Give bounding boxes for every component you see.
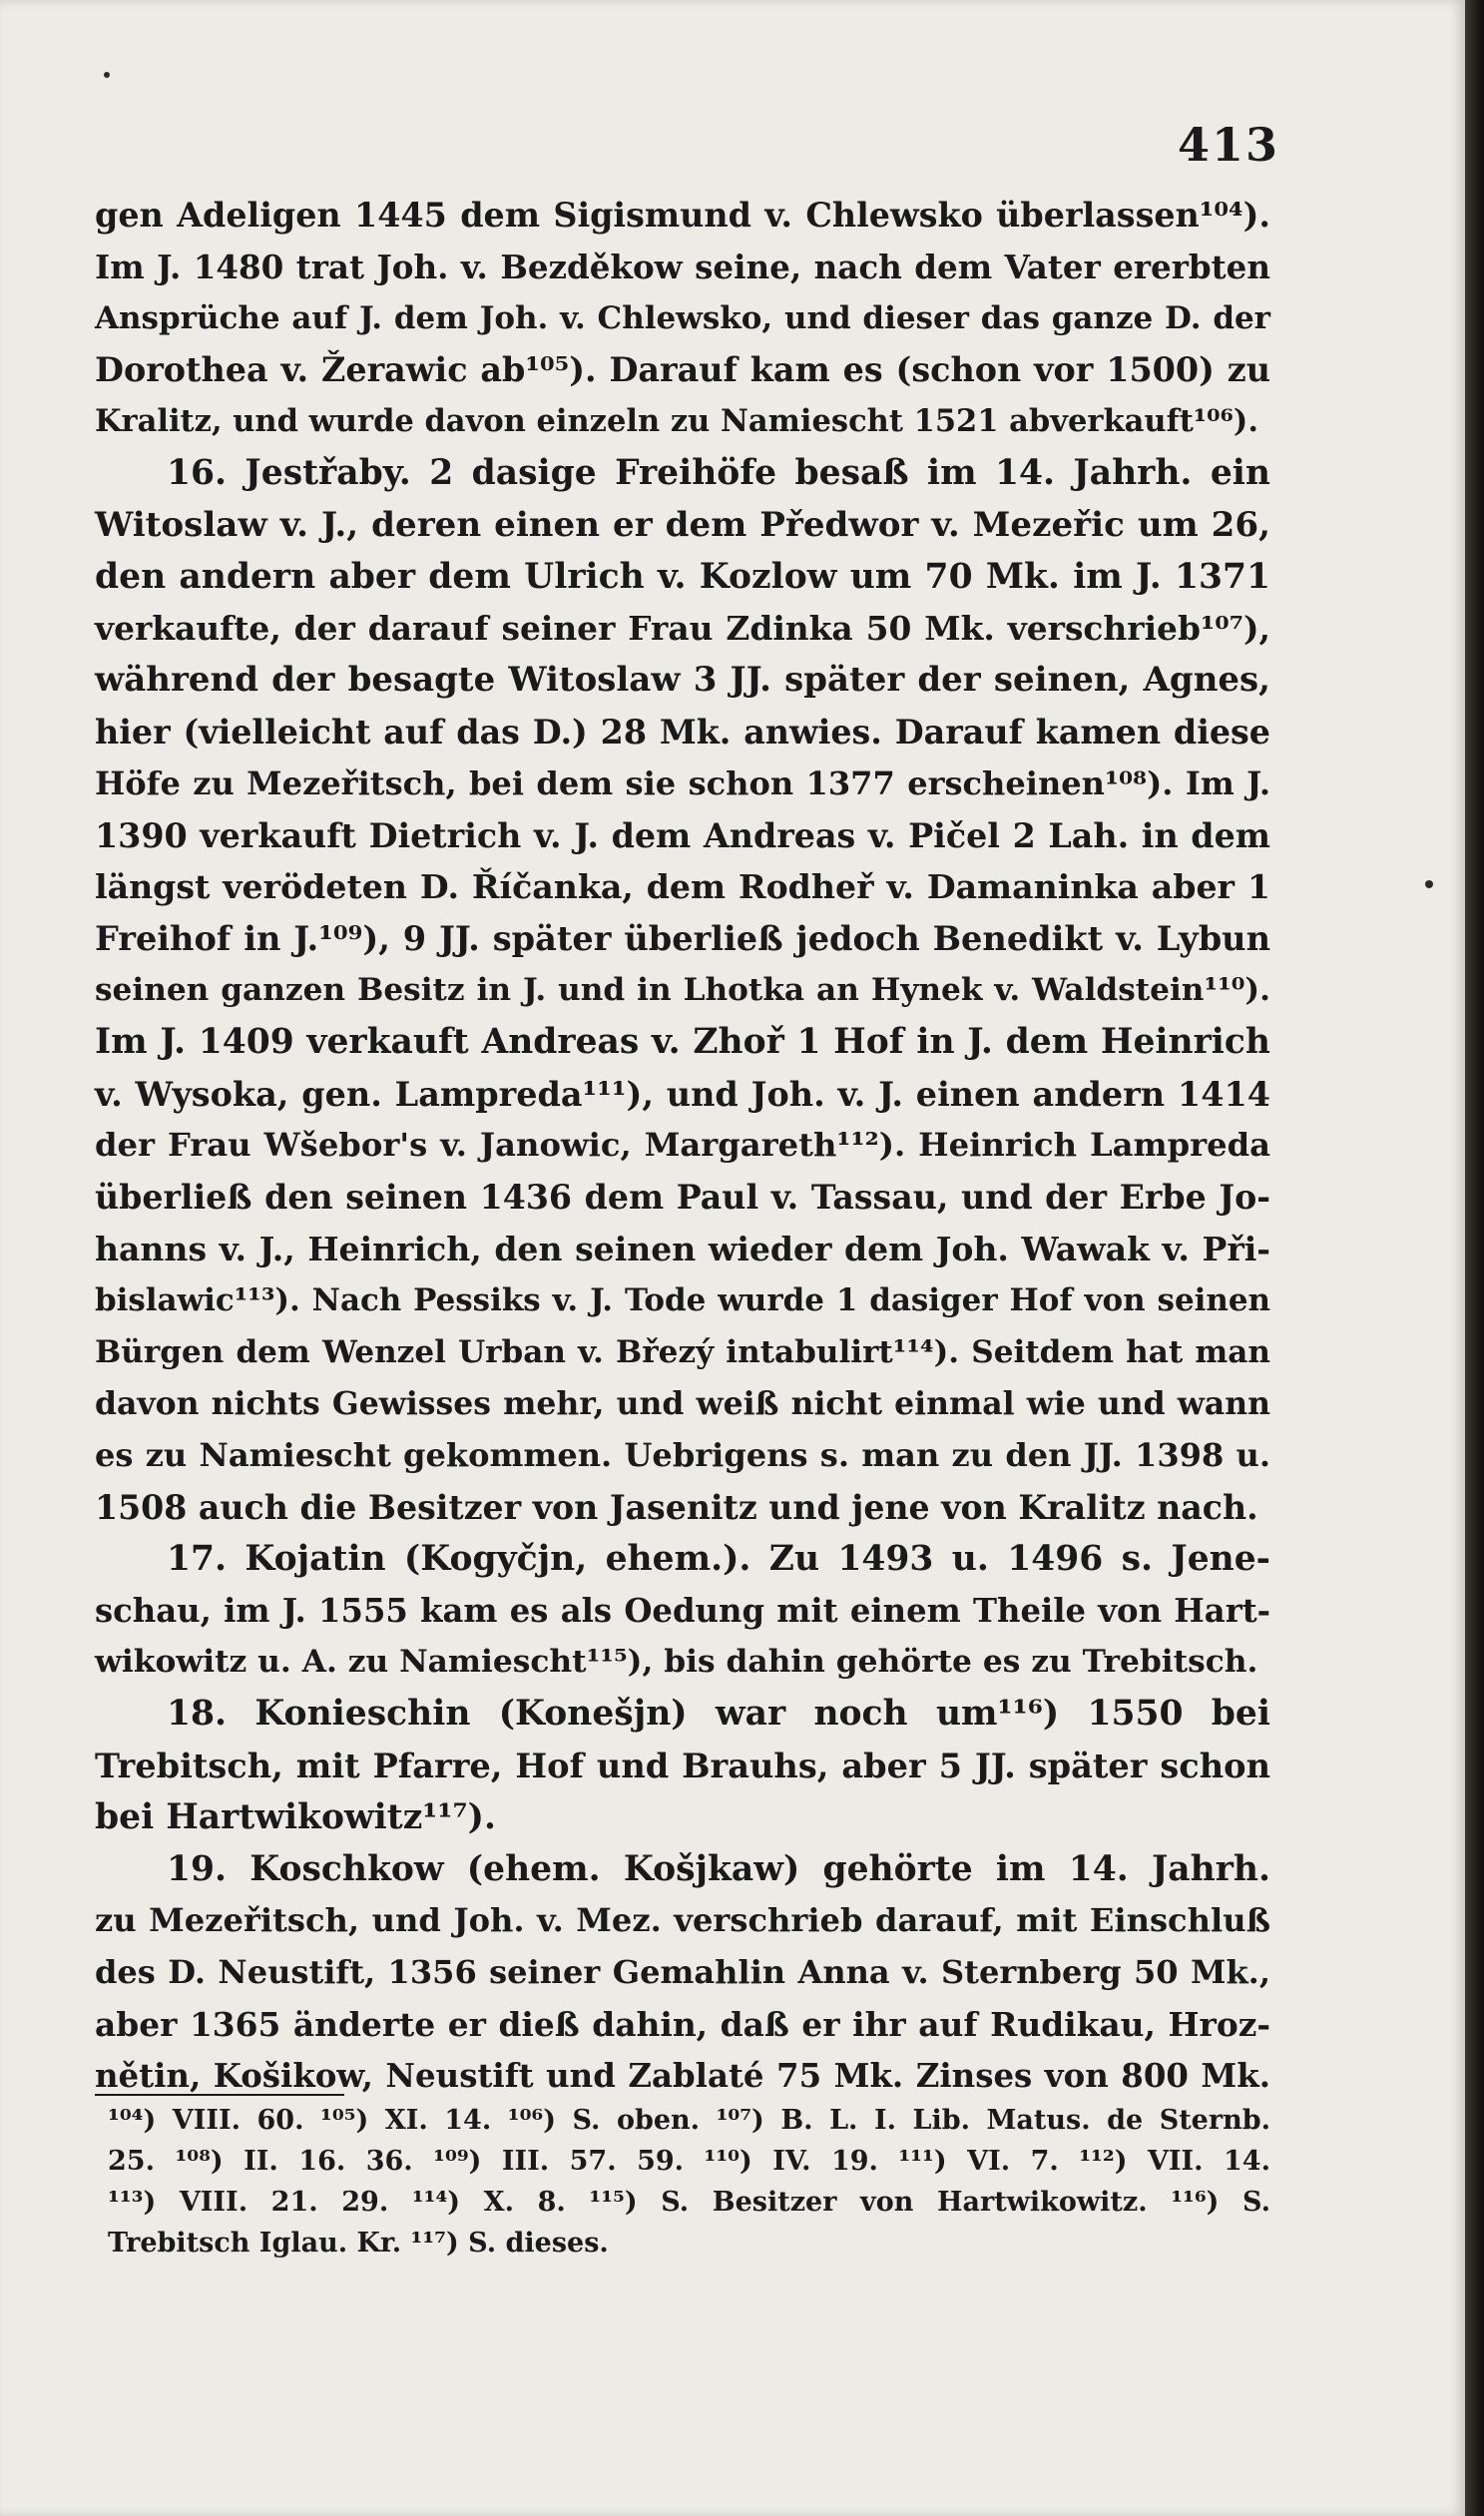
text-line: Höfe zu Mezeřitsch, bei dem sie schon 1377 erscheinen¹⁰⁸). Im J. [95, 763, 1270, 802]
text-line: Bürgen dem Wenzel Urban v. Březý intabulirt¹¹⁴). Seitdem hat man [95, 1333, 1270, 1370]
text-line: hanns v. J., Heinrich, den seinen wieder dem Joh. Wawak v. Při- [95, 1229, 1270, 1268]
text-line: 1508 auch die Besitzer von Jasenitz und jene von Kralitz nach. [95, 1487, 1258, 1527]
page-edge [1465, 0, 1484, 2516]
text-line: nětin, Košikow, Neustift und Zablaté 75 Mk. Zinses von 800 Mk. [95, 2056, 1270, 2095]
text-line: den andern aber dem Ulrich v. Kozlow um 70 Mk. im J. 1371 [95, 556, 1270, 597]
text-line: der Frau Wšebor's v. Janowic, Margareth¹¹²). Heinrich Lampreda [95, 1126, 1270, 1165]
ink-speck [104, 72, 110, 78]
text-line: Dorothea v. Žerawic ab¹⁰⁵). Darauf kam es (schon vor 1500) zu [95, 350, 1270, 390]
text-line: verkaufte, der darauf seiner Frau Zdinka 50 Mk. verschrieb¹⁰⁷), [95, 609, 1270, 649]
text-line: schau, im J. 1555 kam es als Oedung mit einem Theile von Hart- [95, 1591, 1270, 1630]
text-line: wikowitz u. A. zu Namiescht¹¹⁵), bis dahin gehörte es zu Trebitsch. [95, 1644, 1258, 1681]
text-line: hier (vielleicht auf das D.) 28 Mk. anwies. Darauf kamen diese [95, 712, 1270, 752]
text-line: überließ den seinen 1436 dem Paul v. Tassau, und der Erbe Jo- [95, 1178, 1270, 1218]
text-line: seinen ganzen Besitz in J. und in Lhotka an Hynek v. Waldstein¹¹⁰). [95, 971, 1270, 1008]
text-line: des D. Neustift, 1356 seiner Gemahlin Anna v. Sternberg 50 Mk., [95, 1953, 1270, 1992]
body-text [95, 190, 1270, 2102]
text-line: es zu Namiescht gekommen. Uebrigens s. man zu den JJ. 1398 u. [95, 1436, 1270, 1475]
text-line: davon nichts Gewisses mehr, und weiß nicht einmal wie und wann [95, 1385, 1270, 1423]
text-line: bei Hartwikowitz¹¹⁷). [95, 1796, 496, 1837]
text-line: Trebitsch, mit Pfarre, Hof und Brauhs, aber 5 JJ. später schon [95, 1745, 1270, 1785]
text-line: aber 1365 änderte er dieß dahin, daß er ihr auf Rudikau, Hroz- [95, 2004, 1270, 2044]
footnote-line: Trebitsch Iglau. Kr. ¹¹⁷) S. dieses. [108, 2228, 609, 2259]
text-line: Im J. 1480 trat Joh. v. Bezděkow seine, nach dem Vater ererbten [95, 247, 1270, 286]
text-line: Freihof in J.¹⁰⁹), 9 JJ. später überließ jedoch Benedikt v. Lybun [95, 918, 1270, 959]
text-line: Ansprüche auf J. dem Joh. v. Chlewsko, und dieser das ganze D. der [95, 299, 1270, 336]
footnote-line: ¹¹³) VIII. 21. 29. ¹¹⁴) X. 8. ¹¹⁵) S. Besitzer von Hartwikowitz. ¹¹⁶) S. [108, 2187, 1270, 2218]
text-line: 17. Kojatin (Kogyčjn, ehem.). Zu 1493 u. 1496 s. Jene- [167, 1538, 1270, 1579]
footnote-line: ¹⁰⁴) VIII. 60. ¹⁰⁵) XI. 14. ¹⁰⁶) S. oben. ¹⁰⁷) B. L. I. Lib. Matus. de Sternb. [108, 2105, 1270, 2136]
text-line: 18. Konieschin (Konešjn) war noch um¹¹⁶) 1550 bei [167, 1694, 1270, 1735]
footnotes [108, 2100, 1270, 2264]
text-line: bislawic¹¹³). Nach Pessiks v. J. Tode wurde 1 dasiger Hof von seinen [95, 1281, 1270, 1318]
text-line: Witoslaw v. J., deren einen er dem Předwor v. Mezeřic um 26, [95, 504, 1270, 545]
page-number: 413 [1178, 118, 1280, 172]
text-line: während der besagte Witoslaw 3 JJ. später der seinen, Agnes, [95, 660, 1270, 701]
ink-speck [1425, 880, 1433, 888]
text-line: 19. Koschkow (ehem. Košjkaw) gehörte im 14. Jahrh. [167, 1848, 1270, 1889]
text-line: längst verödeten D. Říčanka, dem Rodheř v. Damaninka aber 1 [95, 867, 1270, 907]
footnote-rule [95, 2094, 344, 2096]
text-line: 16. Jestřaby. 2 dasige Freihöfe besaß im 14. Jahrh. ein [167, 452, 1270, 493]
text-line: v. Wysoka, gen. Lampreda¹¹¹), und Joh. v. J. einen andern 1414 [95, 1074, 1270, 1114]
text-line: gen Adeligen 1445 dem Sigismund v. Chlewsko überlassen¹⁰⁴). [95, 196, 1270, 235]
footnote-line: 25. ¹⁰⁸) II. 16. 36. ¹⁰⁹) III. 57. 59. ¹¹⁰) IV. 19. ¹¹¹) VI. 7. ¹¹²) VII. 14. [108, 2146, 1270, 2177]
text-line: Im J. 1409 verkauft Andreas v. Zhoř 1 Hof in J. dem Heinrich [95, 1021, 1270, 1062]
text-line: Kralitz, und wurde davon einzeln zu Namiescht 1521 abverkauft¹⁰⁶). [95, 403, 1258, 440]
text-line: zu Mezeřitsch, und Joh. v. Mez. verschrieb darauf, mit Einschluß [95, 1901, 1270, 1940]
text-line: 1390 verkauft Dietrich v. J. dem Andreas v. Pičel 2 Lah. in dem [95, 815, 1270, 855]
